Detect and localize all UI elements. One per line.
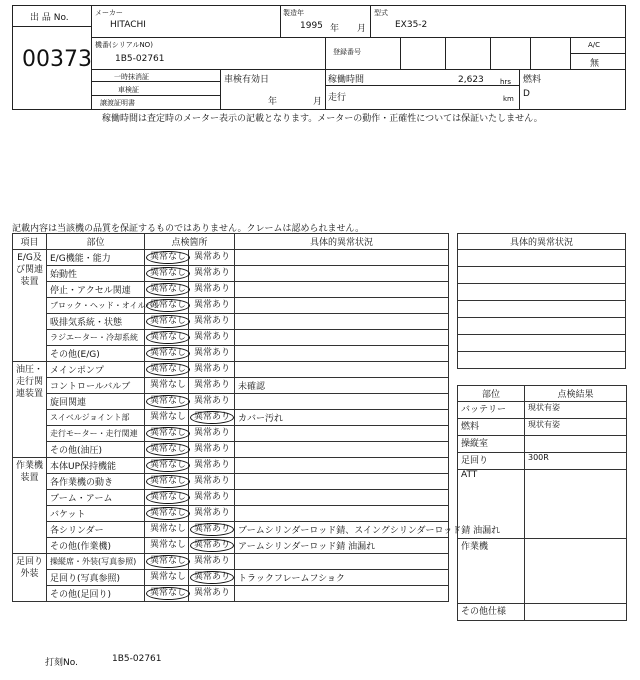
remark-cell: カバー汚れ — [235, 410, 449, 426]
status-option-cell — [189, 490, 235, 506]
results-row — [458, 402, 627, 419]
status-ok-option: 異常なし — [146, 363, 190, 376]
part-cell: メインポンプ — [47, 362, 145, 378]
month-unit: 月 — [357, 24, 367, 34]
remark-cell — [235, 506, 449, 522]
inspection-row — [13, 282, 449, 298]
status-option-cell — [189, 426, 235, 442]
status-ok-option: 異常なし — [146, 251, 190, 264]
remark-cell: トラックフレームフショク — [235, 570, 449, 586]
status-option-cell — [145, 394, 189, 410]
status-option-cell — [145, 426, 189, 442]
remark-cell — [235, 474, 449, 490]
status-ok-option: 異常なし — [146, 459, 190, 472]
inspection-row — [13, 330, 449, 346]
status-option-cell — [189, 538, 235, 554]
results-value-cell: 現状有姿 — [525, 419, 627, 436]
lot-number: 00373 — [22, 47, 92, 72]
inspection-row — [13, 298, 449, 314]
status-ng-option: 異常あり — [194, 300, 231, 310]
inspection-row — [13, 410, 449, 426]
registration-label: 登録番号 — [333, 48, 361, 56]
part-cell: 本体UP保持機能 — [47, 458, 145, 474]
results-row — [458, 604, 627, 621]
status-option-cell — [145, 506, 189, 522]
inspection-row — [13, 314, 449, 330]
status-ok-option: 異常なし — [150, 572, 187, 582]
right-detail-row — [458, 335, 626, 352]
status-ok-option: 異常なし — [146, 267, 190, 280]
status-ng-option: 異常あり — [194, 556, 231, 566]
status-ng-option: 異常あり — [194, 268, 231, 278]
status-option-cell — [145, 474, 189, 490]
remark-cell — [235, 442, 449, 458]
model-label: 型式 — [374, 9, 388, 17]
status-option-cell — [189, 250, 235, 266]
remark-cell: 未確認 — [235, 378, 449, 394]
inspection-row — [13, 250, 449, 266]
status-option-cell — [145, 266, 189, 282]
status-ng-option: 異常あり — [194, 380, 231, 390]
temp-permit-label: 一時抹消証 — [114, 73, 149, 81]
item-header: 項目 — [13, 234, 47, 250]
status-option-cell — [145, 298, 189, 314]
results-part-cell: 作業機 — [458, 539, 525, 604]
status-option-cell — [145, 554, 189, 570]
remark-cell — [235, 394, 449, 410]
status-option-cell — [145, 378, 189, 394]
right-detail-row — [458, 267, 626, 284]
status-ok-option: 異常なし — [146, 443, 190, 456]
ac-value: 無 — [590, 59, 600, 69]
status-option-cell — [189, 554, 235, 570]
status-option-cell — [189, 586, 235, 602]
results-row — [458, 539, 627, 604]
status-ng-option: 異常あり — [194, 316, 231, 326]
status-option-cell — [189, 362, 235, 378]
part-header: 部位 — [47, 234, 145, 250]
status-ng-option: 異常あり — [194, 588, 231, 598]
status-ok-option: 異常なし — [146, 347, 190, 360]
hours-unit: hrs — [500, 78, 511, 86]
status-ng-option: 異常あり — [194, 252, 231, 262]
status-option-cell — [189, 298, 235, 314]
part-cell: その他(油圧) — [47, 442, 145, 458]
detail-header: 具体的異常状況 — [235, 234, 449, 250]
remark-cell: アームシリンダーロッド錆 油漏れ — [235, 538, 449, 554]
remark-cell — [235, 298, 449, 314]
status-option-cell — [145, 314, 189, 330]
status-option-cell — [145, 362, 189, 378]
maker-label: メーカー — [95, 9, 123, 17]
status-option-cell — [145, 522, 189, 538]
status-ng-option: 異常あり — [194, 332, 231, 342]
status-ng-option: 異常あり — [194, 508, 231, 518]
fuel-label: 燃料 — [523, 75, 542, 85]
part-cell: 吸排気系統・状態 — [47, 314, 145, 330]
part-cell: スイベルジョイント部 — [47, 410, 145, 426]
status-ng-option: 異常あり — [190, 539, 234, 552]
status-option-cell — [189, 378, 235, 394]
part-cell: その他(作業機) — [47, 538, 145, 554]
status-ok-option: 異常なし — [146, 395, 190, 408]
inspection-header-row — [13, 234, 449, 250]
results-result-header: 点検結果 — [525, 386, 627, 402]
part-cell: ブロック・ヘッド・オイルパン — [47, 298, 145, 314]
inspection-row — [13, 506, 449, 522]
status-ok-option: 異常なし — [146, 491, 190, 504]
model-value: EX35-2 — [395, 20, 428, 30]
status-option-cell — [145, 442, 189, 458]
stamp-value: 1B5-02761 — [112, 654, 162, 664]
status-ng-option: 異常あり — [194, 396, 231, 406]
status-option-cell — [189, 506, 235, 522]
status-option-cell — [145, 250, 189, 266]
right-detail-row — [458, 250, 626, 267]
inspection-row — [13, 266, 449, 282]
hours-value: 2,623 — [458, 75, 484, 85]
remark-cell — [235, 458, 449, 474]
status-ok-option: 異常なし — [146, 587, 190, 600]
results-value-cell — [525, 604, 627, 621]
right-detail-table — [457, 233, 626, 369]
results-part-cell: 足回り — [458, 453, 525, 470]
status-ng-option: 異常あり — [194, 492, 231, 502]
remark-cell — [235, 266, 449, 282]
remark-cell — [235, 490, 449, 506]
status-option-cell — [145, 586, 189, 602]
check-header: 点検箇所 — [145, 234, 235, 250]
inspection-row — [13, 458, 449, 474]
part-cell: その他(足回り) — [47, 586, 145, 602]
remark-cell — [235, 330, 449, 346]
inspection-row — [13, 490, 449, 506]
results-value-cell — [525, 436, 627, 453]
status-option-cell — [189, 330, 235, 346]
serial-label: 機番(シリアルNO) — [95, 41, 153, 49]
year-unit: 年 — [330, 24, 340, 34]
status-ok-option: 異常なし — [150, 412, 187, 422]
inspection-row — [13, 378, 449, 394]
inspection-row — [13, 570, 449, 586]
remark-cell — [235, 250, 449, 266]
results-part-cell: 操縦室 — [458, 436, 525, 453]
results-row — [458, 419, 627, 436]
category-cell: 足回り外装 — [13, 554, 47, 602]
status-ng-option: 異常あり — [194, 284, 231, 294]
part-cell: 足回り(写真参照) — [47, 570, 145, 586]
km-unit: km — [503, 95, 514, 103]
status-ok-option: 異常なし — [146, 507, 190, 520]
results-value-cell: 300R — [525, 453, 627, 470]
stamp-label: 打刻No. — [45, 658, 78, 668]
status-option-cell — [145, 346, 189, 362]
status-ng-option: 異常あり — [194, 428, 231, 438]
results-part-cell: 燃料 — [458, 419, 525, 436]
results-value-cell — [525, 539, 627, 604]
part-cell: バケット — [47, 506, 145, 522]
remark-cell: ブームシリンダーロッド錆、スイングシリンダーロッド錆 油漏れ — [235, 522, 449, 538]
check-month-unit: 月 — [313, 97, 323, 107]
status-ok-option: 異常なし — [146, 475, 190, 488]
hours-note: 稼働時間は査定時のメーター表示の記載となります。メーターの動作・正確性については保証いたしません。 — [102, 114, 543, 124]
status-option-cell — [189, 394, 235, 410]
category-cell: E/G及び関連装置 — [13, 250, 47, 362]
status-ok-option: 異常なし — [150, 540, 187, 550]
disclaimer: 記載内容は当該機の品質を保証するものではありません。クレームは認められません。 — [12, 224, 365, 234]
part-cell: ラジエーター・冷却系統 — [47, 330, 145, 346]
status-option-cell — [189, 522, 235, 538]
right-detail-row — [458, 318, 626, 335]
part-cell: 停止・アクセル関連 — [47, 282, 145, 298]
remark-cell — [235, 314, 449, 330]
inspection-row — [13, 426, 449, 442]
category-cell: 油圧・走行関連装置 — [13, 362, 47, 458]
part-cell: その他(E/G) — [47, 346, 145, 362]
inspection-row — [13, 586, 449, 602]
remark-cell — [235, 362, 449, 378]
hours-label: 稼働時間 — [328, 75, 365, 85]
status-option-cell — [145, 282, 189, 298]
status-ng-option: 異常あり — [194, 460, 231, 470]
right-detail-header: 具体的異常状況 — [458, 234, 626, 250]
part-cell: E/G機能・能力 — [47, 250, 145, 266]
status-option-cell — [145, 570, 189, 586]
status-option-cell — [145, 410, 189, 426]
status-ng-option: 異常あり — [190, 523, 234, 536]
part-cell: コントロールバルブ — [47, 378, 145, 394]
ac-label: A/C — [588, 41, 601, 49]
inspection-row — [13, 522, 449, 538]
travel-label: 走行 — [328, 93, 347, 103]
remark-cell — [235, 282, 449, 298]
status-ok-option: 異常なし — [146, 555, 190, 568]
year-value: 1995 — [300, 21, 323, 31]
vehicle-check-label: 車検有効日 — [224, 75, 270, 85]
results-part-cell: バッテリー — [458, 402, 525, 419]
status-option-cell — [189, 346, 235, 362]
part-cell: 走行モーター・走行関連 — [47, 426, 145, 442]
status-option-cell — [189, 570, 235, 586]
status-ng-option: 異常あり — [194, 476, 231, 486]
status-option-cell — [189, 314, 235, 330]
status-ok-option: 異常なし — [146, 315, 190, 328]
inspection-row — [13, 346, 449, 362]
serial-value: 1B5-02761 — [115, 54, 165, 64]
results-table — [457, 385, 627, 621]
remark-cell — [235, 554, 449, 570]
results-value-cell: 現状有姿 — [525, 402, 627, 419]
status-option-cell — [189, 474, 235, 490]
status-option-cell — [189, 410, 235, 426]
status-option-cell — [189, 266, 235, 282]
status-ok-option: 異常なし — [146, 283, 190, 296]
remark-cell — [235, 346, 449, 362]
results-row — [458, 453, 627, 470]
inspection-row — [13, 554, 449, 570]
status-ok-option: 異常なし — [150, 380, 187, 390]
part-cell: 各作業機の動き — [47, 474, 145, 490]
inspection-row — [13, 394, 449, 410]
part-cell: 操縦席・外装(写真参照) — [47, 554, 145, 570]
inspection-row — [13, 442, 449, 458]
inspection-row — [13, 538, 449, 554]
right-detail-row — [458, 352, 626, 369]
status-ok-option: 異常なし — [146, 299, 190, 312]
status-ok-option: 異常なし — [146, 427, 190, 440]
maker-value: HITACHI — [110, 20, 146, 30]
right-detail-row — [458, 284, 626, 301]
status-ng-option: 異常あり — [194, 444, 231, 454]
vehicle-cert-label: 車検証 — [118, 86, 139, 94]
right-detail-row — [458, 301, 626, 318]
check-year-unit: 年 — [268, 97, 278, 107]
status-ng-option: 異常あり — [194, 364, 231, 374]
status-ng-option: 異常あり — [190, 411, 234, 424]
category-cell: 作業機装置 — [13, 458, 47, 554]
part-cell: 旋回関連 — [47, 394, 145, 410]
lot-no-label: 出 品 No. — [30, 13, 69, 23]
remark-cell — [235, 426, 449, 442]
status-option-cell — [189, 458, 235, 474]
results-row — [458, 470, 627, 539]
status-option-cell — [189, 442, 235, 458]
status-option-cell — [145, 458, 189, 474]
inspection-row — [13, 474, 449, 490]
year-label: 製造年 — [283, 9, 304, 17]
status-option-cell — [145, 330, 189, 346]
status-option-cell — [145, 490, 189, 506]
remark-cell — [235, 586, 449, 602]
status-ok-option: 異常なし — [146, 331, 190, 344]
part-cell: 各シリンダー — [47, 522, 145, 538]
results-value-cell — [525, 470, 627, 539]
results-part-cell: ATT — [458, 470, 525, 539]
fuel-value: D — [523, 89, 530, 99]
transfer-label: 譲渡証明書 — [100, 99, 135, 107]
status-option-cell — [189, 282, 235, 298]
part-cell: ブーム・アーム — [47, 490, 145, 506]
inspection-row — [13, 362, 449, 378]
status-option-cell — [145, 538, 189, 554]
results-row — [458, 436, 627, 453]
part-cell: 始動性 — [47, 266, 145, 282]
results-part-header: 部位 — [458, 386, 525, 402]
status-ng-option: 異常あり — [194, 348, 231, 358]
status-ok-option: 異常なし — [150, 524, 187, 534]
status-ng-option: 異常あり — [190, 571, 234, 584]
results-part-cell: その他仕様 — [458, 604, 525, 621]
